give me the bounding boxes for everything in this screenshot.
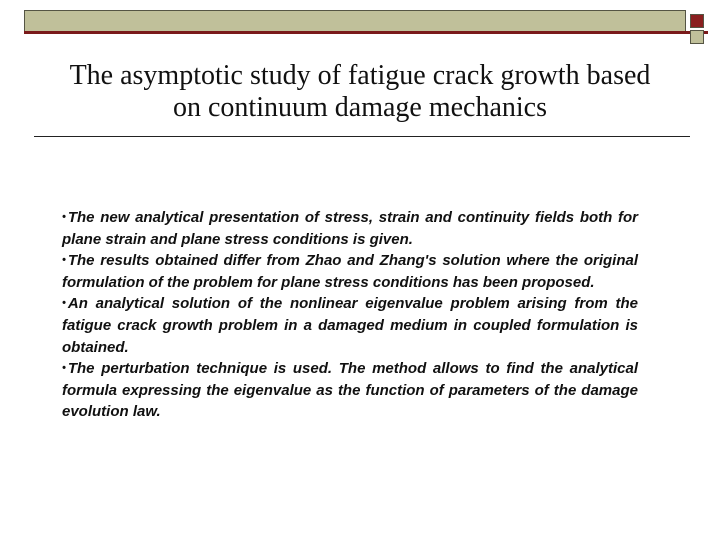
slide-title [24,60,696,124]
bullet-icon: • [62,362,66,375]
bullet-icon: • [62,297,66,310]
decor-square-red [690,14,704,28]
title-divider [34,136,690,137]
bullet-item [62,358,638,423]
slide-title-line-2: on continuum damage mechanics [173,92,547,123]
bullet-text: An analytical solution of the nonlinear eigenvalue problem arising from the fatigue crack growth problem in a damaged medium in coupled formulation is obtained. [62,295,638,356]
bullet-item [62,250,638,293]
bullet-item [62,207,638,250]
slide-title-line-1: The asymptotic study of fatigue crack growth based [69,60,651,91]
header-accent-line [24,31,708,34]
bullet-icon: • [62,254,66,267]
bullet-list [62,207,638,423]
bullet-text: The new analytical presentation of stress, strain and continuity fields both for plane strain and plane stress conditions is given. [62,209,638,248]
bullet-text: The results obtained differ from Zhao and Zhang's solution where the original formulation of the problem for plane stress conditions has been proposed. [62,252,638,291]
decor-square-olive [690,30,704,44]
bullet-icon: • [62,211,66,223]
header-decor-bar [24,10,686,32]
bullet-item [62,293,638,358]
bullet-text: The perturbation technique is used. The method allows to find the analytical formula expressing the eigenvalue as the function of parameters of the damage evolution law. [62,360,638,421]
